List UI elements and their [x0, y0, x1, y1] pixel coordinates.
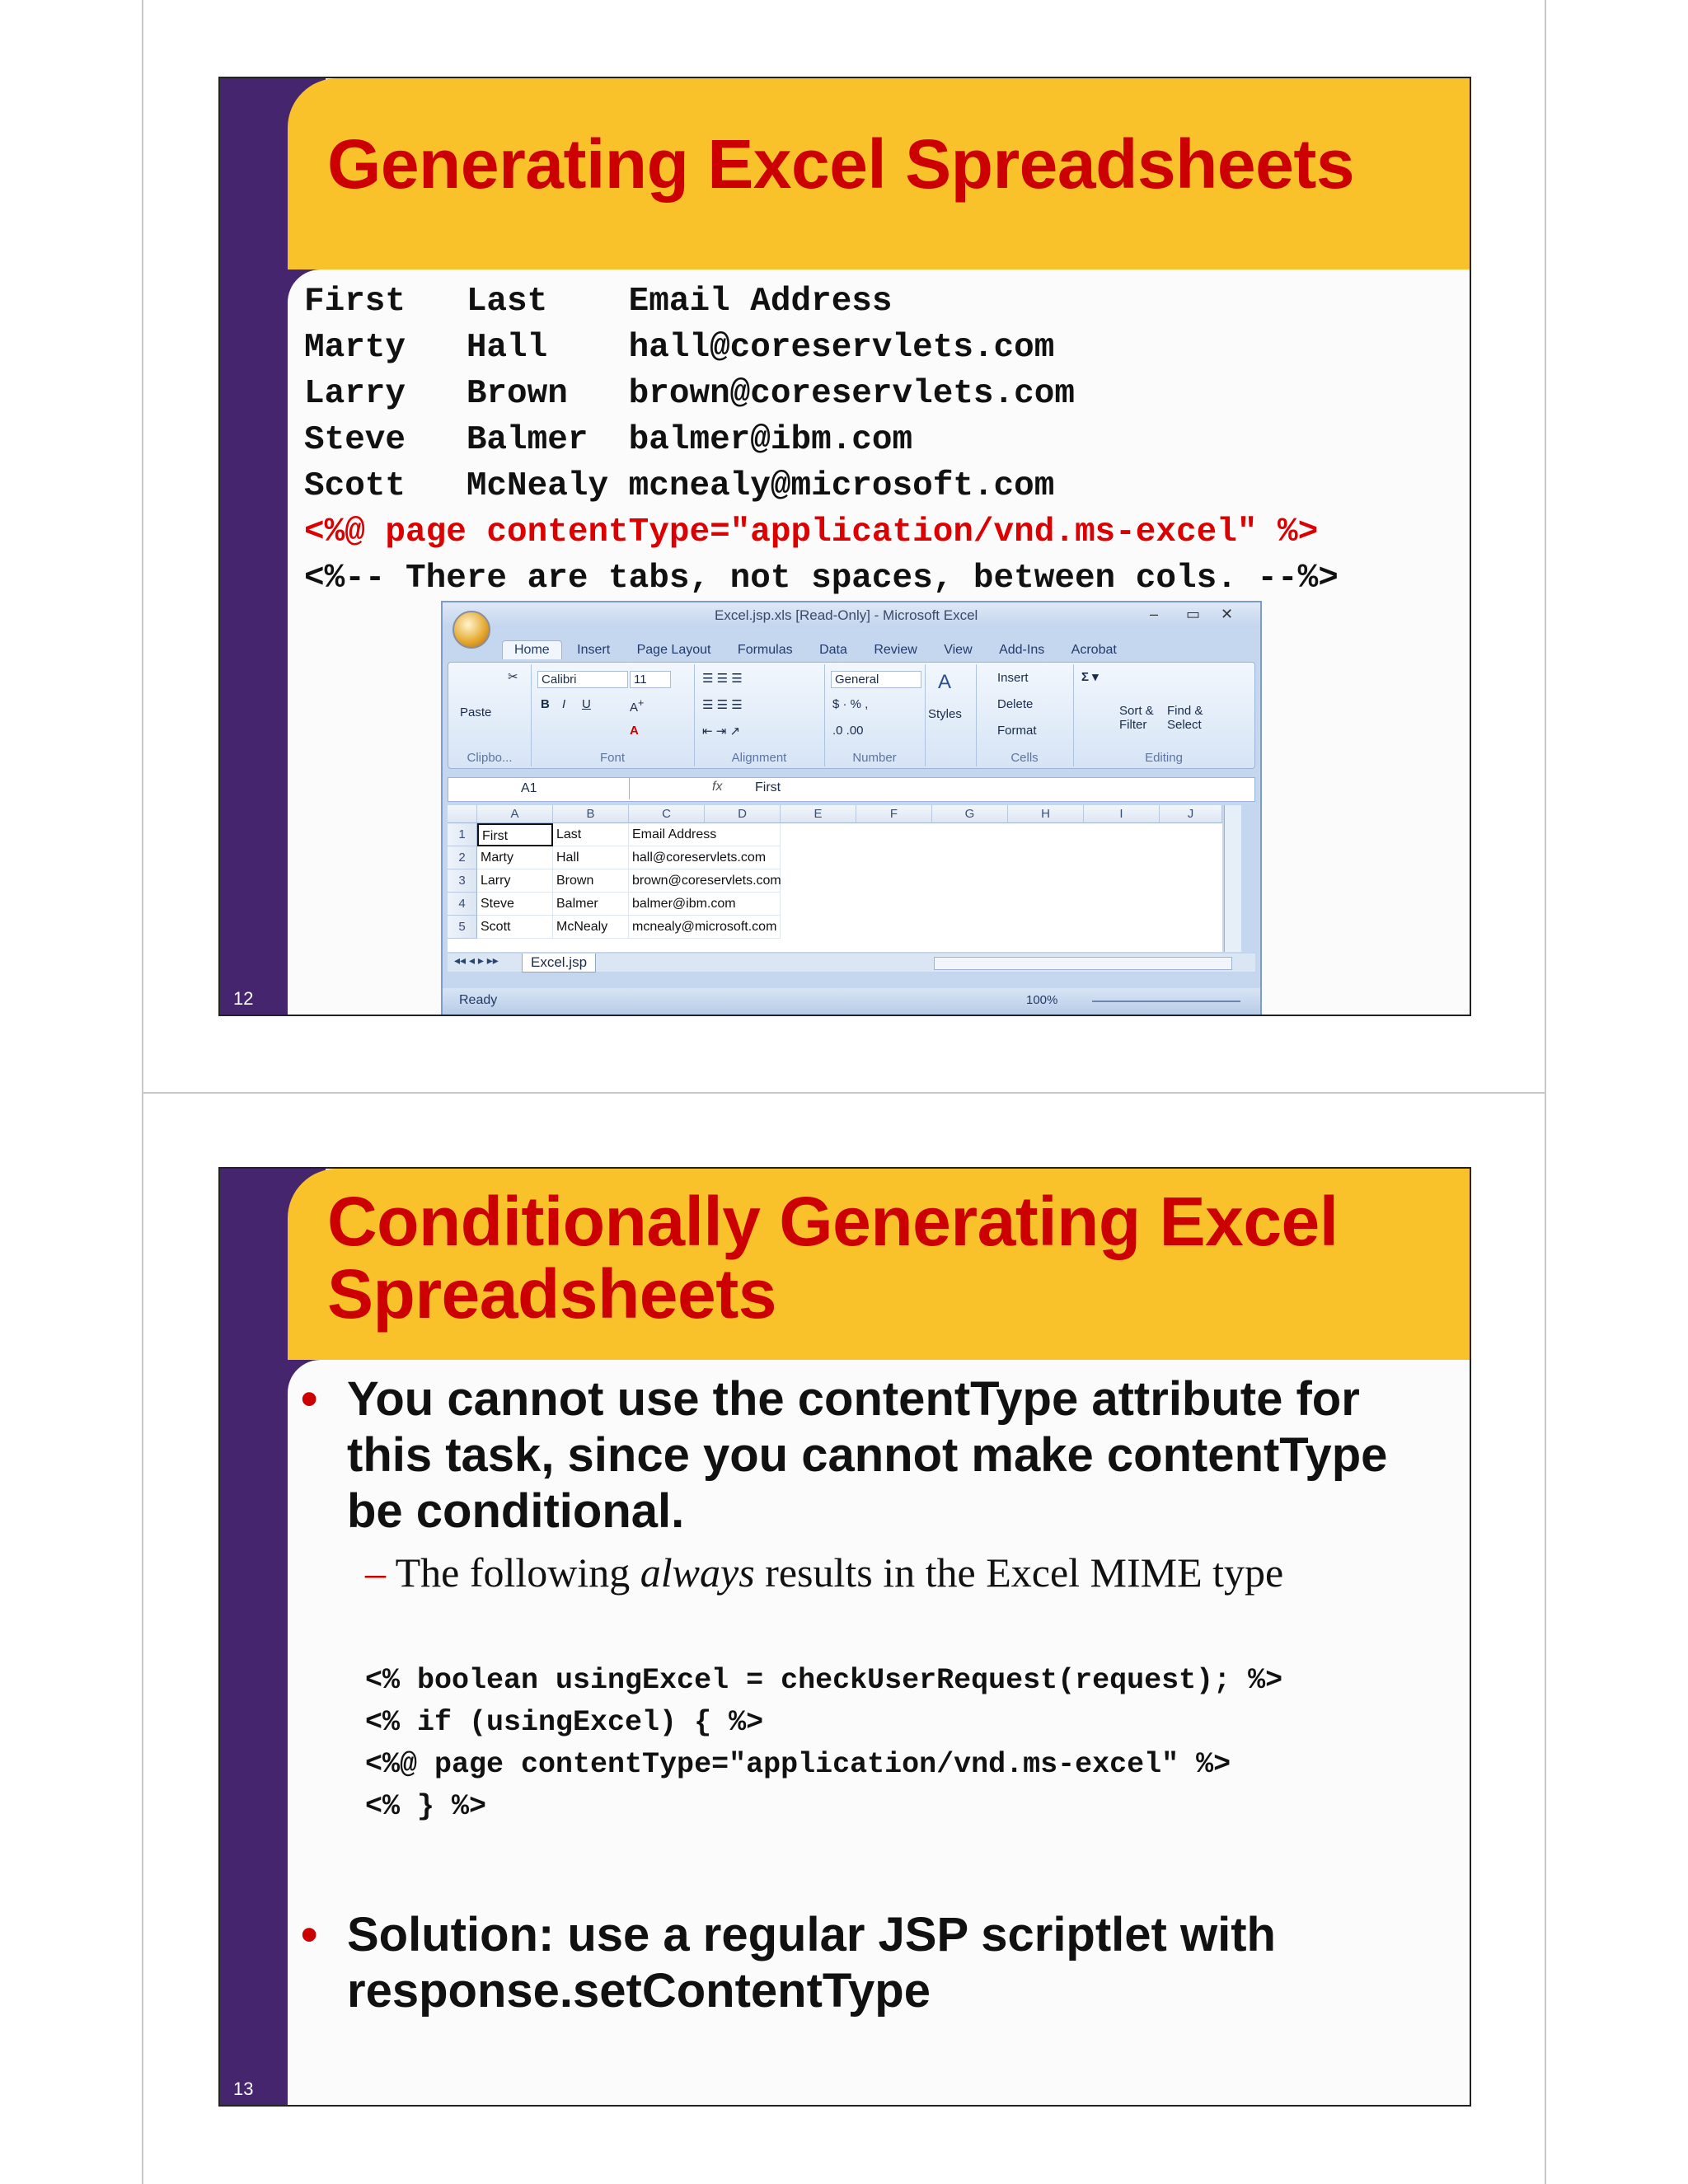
group-number	[824, 664, 926, 766]
align-left-icon[interactable]: ☰ ☰ ☰	[702, 698, 743, 712]
tab-formulas[interactable]: Formulas	[737, 643, 793, 657]
column-header[interactable]: I	[1084, 805, 1160, 823]
cell[interactable]: Email Address	[629, 823, 781, 846]
column-header[interactable]: H	[1008, 805, 1084, 823]
status-bar	[443, 988, 1260, 1015]
data-line: First Last Email Address	[304, 283, 893, 321]
styles-icon[interactable]: A	[938, 671, 952, 693]
excel-caption: Excel.jsp.xls [Read-Only] - Microsoft Excel	[715, 607, 978, 623]
ribbon-tabs	[502, 640, 1260, 662]
row-header[interactable]: 5	[448, 916, 477, 939]
excel-window	[441, 601, 1262, 1016]
tab-view[interactable]: View	[944, 643, 973, 657]
select-all-corner[interactable]	[448, 805, 477, 823]
slide-title	[327, 1183, 1339, 1333]
cell[interactable]: mcnealy@microsoft.com	[629, 916, 781, 939]
cell[interactable]: hall@coreservlets.com	[629, 846, 781, 869]
column-header[interactable]: B	[553, 805, 629, 823]
group-label: Cells	[1010, 751, 1039, 765]
cell[interactable]: balmer@ibm.com	[629, 893, 781, 916]
tab-data[interactable]: Data	[819, 643, 847, 657]
tab-page-layout[interactable]: Page Layout	[636, 643, 711, 657]
cut-icon[interactable]: ✂	[508, 670, 518, 684]
column-header[interactable]: G	[932, 805, 1008, 823]
group-label: Font	[599, 751, 625, 765]
horizontal-scrollbar[interactable]	[934, 957, 1232, 970]
italic-button[interactable]: I	[562, 697, 566, 711]
paste-button[interactable]: Paste	[460, 705, 492, 719]
tab-acrobat[interactable]: Acrobat	[1071, 643, 1117, 657]
styles-button[interactable]: Styles	[928, 707, 962, 721]
font-color-icon[interactable]: A	[630, 724, 639, 738]
status-text: Ready	[459, 993, 498, 1007]
column-header[interactable]: F	[856, 805, 932, 823]
group-label: Alignment	[731, 751, 787, 765]
row-header[interactable]: 1	[448, 823, 477, 846]
group-editing	[1073, 664, 1254, 766]
bullet-dot: •	[301, 1372, 318, 1426]
slide-12	[218, 77, 1471, 1016]
office-button-icon[interactable]	[452, 611, 490, 649]
tab-home[interactable]: Home	[502, 640, 562, 659]
data-line: Scott McNealy mcnealy@microsoft.com	[304, 467, 1055, 505]
cell[interactable]: McNealy	[553, 916, 629, 939]
column-header[interactable]: A	[477, 805, 553, 823]
sheet-tab[interactable]: Excel.jsp	[522, 954, 596, 972]
bold-button[interactable]: B	[541, 697, 550, 711]
cell[interactable]: Brown	[553, 869, 629, 893]
code-line: <%@ page contentType="application/vnd.ms-excel" %>	[365, 1748, 1231, 1781]
align-top-icon[interactable]: ☰ ☰ ☰	[702, 672, 743, 686]
cell[interactable]: Last	[553, 823, 629, 846]
number-format-select[interactable]: General	[831, 671, 921, 688]
data-line: Larry Brown brown@coreservlets.com	[304, 375, 1075, 413]
bullet-text: Solution: use a regular JSP scriptlet with response.setContentType	[347, 1908, 1276, 2018]
data-line: Marty Hall hall@coreservlets.com	[304, 329, 1055, 367]
font-name-select[interactable]: Calibri	[537, 671, 628, 688]
sheet-tab-bar	[448, 954, 1255, 972]
tab-review[interactable]: Review	[874, 643, 917, 657]
bullet-text: You cannot use the contentType attribute for this task, since you cannot make contentType be conditional.	[347, 1372, 1388, 1538]
excel-titlebar	[443, 602, 1260, 627]
sub-text-prefix: The following	[395, 1549, 640, 1596]
cell[interactable]: Scott	[477, 916, 553, 939]
formula-input[interactable]: First	[755, 780, 781, 794]
column-header[interactable]: E	[781, 805, 856, 823]
ribbon	[448, 662, 1255, 769]
page-directive: <%@ page contentType="application/vnd.ms-excel" %>	[304, 513, 1319, 551]
grow-font-button[interactable]: A+	[630, 697, 645, 715]
sheet-nav-icon[interactable]: ◂◂ ◂ ▸ ▸▸	[454, 954, 499, 967]
formula-bar	[448, 777, 1255, 802]
group-alignment	[694, 664, 825, 766]
worksheet-grid[interactable]	[448, 805, 1222, 952]
code-line: <% if (usingExcel) { %>	[365, 1706, 764, 1739]
minimize-icon[interactable]: –	[1150, 606, 1159, 622]
group-clipboard	[448, 664, 532, 766]
cell[interactable]: brown@coreservlets.com	[629, 869, 781, 893]
cell[interactable]: Balmer	[553, 893, 629, 916]
maximize-icon[interactable]: ▭	[1186, 606, 1201, 622]
vertical-scrollbar[interactable]	[1224, 805, 1241, 952]
cell[interactable]: Marty	[477, 846, 553, 869]
decimal-icon[interactable]: .0 .00	[832, 724, 864, 738]
jsp-comment: <%-- There are tabs, not spaces, between cols. --%>	[304, 560, 1339, 598]
code-line: <% } %>	[365, 1790, 487, 1823]
cell[interactable]: Steve	[477, 893, 553, 916]
row-header[interactable]: 3	[448, 869, 477, 893]
zoom-slider[interactable]	[1092, 1001, 1240, 1002]
slide-number: 13	[233, 2079, 254, 2099]
column-header[interactable]: J	[1160, 805, 1222, 823]
bullet-dot: •	[301, 1908, 318, 1961]
indent-icon[interactable]: ⇤ ⇥ ↗	[702, 724, 741, 738]
zoom-level: 100%	[1026, 993, 1058, 1007]
close-icon[interactable]: ✕	[1221, 606, 1234, 622]
group-label: Number	[852, 751, 897, 765]
autosum-icon[interactable]: Σ ▾	[1081, 670, 1099, 684]
row-header[interactable]: 2	[448, 846, 477, 869]
group-font	[531, 664, 695, 766]
slide-title: Generating Excel Spreadsheets	[327, 125, 1355, 203]
column-header[interactable]: C	[629, 805, 705, 823]
group-label: Clipbo...	[467, 751, 513, 765]
find-select-button[interactable]: Find & Select	[1167, 704, 1203, 732]
title-line: Conditionally Generating Excel	[327, 1183, 1339, 1260]
page-divider	[142, 1092, 1546, 1094]
group-styles	[925, 664, 977, 766]
cell[interactable]: Hall	[553, 846, 629, 869]
underline-button[interactable]: U	[582, 697, 591, 711]
title-line: Spreadsheets	[327, 1255, 776, 1333]
dash-marker: –	[365, 1549, 396, 1596]
insert-cells-button[interactable]: Insert	[997, 671, 1029, 685]
font-size-select[interactable]: 11	[630, 671, 671, 688]
slide-13	[218, 1167, 1471, 2107]
format-cells-button[interactable]: Format	[997, 724, 1037, 738]
sub-text-suffix: results in the Excel MIME type	[754, 1549, 1284, 1596]
delete-cells-button[interactable]: Delete	[997, 697, 1034, 711]
column-header[interactable]: D	[705, 805, 781, 823]
slide-number: 12	[233, 988, 254, 1009]
row-header[interactable]: 4	[448, 893, 477, 916]
sort-filter-button[interactable]: Sort & Filter	[1119, 704, 1154, 732]
name-box[interactable]: A1	[448, 778, 630, 799]
cell-a1[interactable]: First	[477, 823, 553, 846]
group-cells	[976, 664, 1074, 766]
group-label: Editing	[1145, 751, 1183, 765]
tab-insert[interactable]: Insert	[577, 643, 611, 657]
sub-bullet	[365, 1548, 1283, 1597]
fx-icon[interactable]: fx	[712, 780, 723, 794]
sub-text-italic: always	[640, 1549, 755, 1596]
code-line: <% boolean usingExcel = checkUserRequest(request); %>	[365, 1664, 1283, 1697]
currency-icon[interactable]: $ · % ,	[832, 697, 869, 711]
data-line: Steve Balmer balmer@ibm.com	[304, 421, 913, 459]
cell[interactable]: Larry	[477, 869, 553, 893]
tab-add-ins[interactable]: Add-Ins	[999, 643, 1045, 657]
